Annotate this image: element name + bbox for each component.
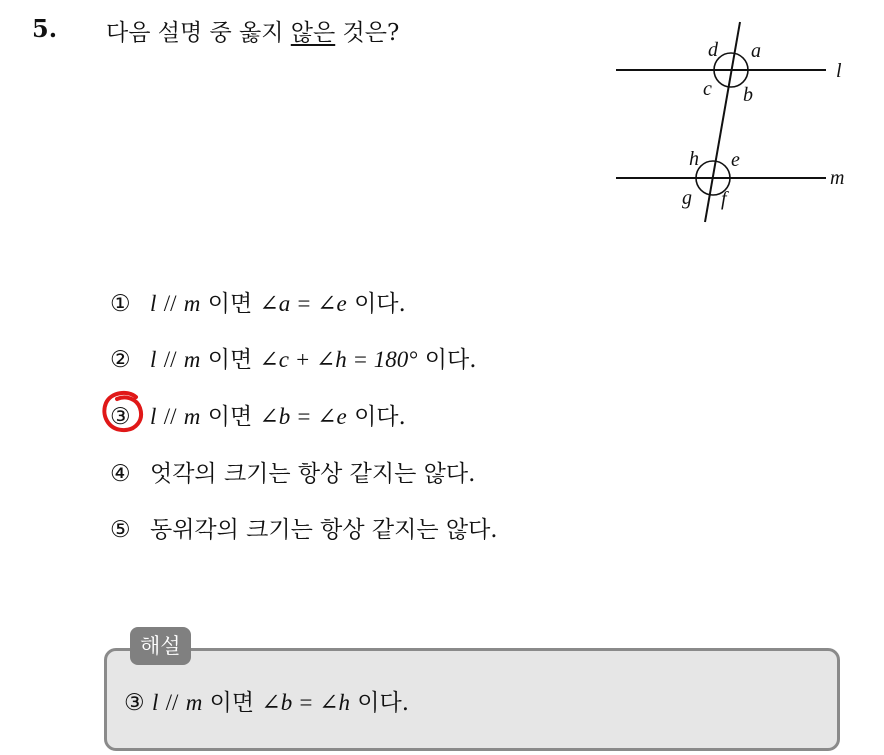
solution-text <box>124 684 409 717</box>
solution-parallel: // <box>165 690 179 715</box>
option-4-text: 엇각의 크기는 항상 같지는 않다. <box>150 461 476 487</box>
question-text-pre: 다음 설명 중 옳지 <box>106 20 291 46</box>
solution-ending: 이다. <box>350 690 410 716</box>
option-2-parallel: // <box>163 347 177 372</box>
answer-circle-mark <box>100 387 152 439</box>
option-1-expression: ∠a = ∠e <box>259 291 347 316</box>
label-line-l: l <box>836 60 842 82</box>
question-text-post: 것은? <box>335 20 400 46</box>
option-4-number: ④ <box>110 461 131 487</box>
option-3-condition: 이면 <box>200 404 260 430</box>
label-line-m: m <box>830 167 845 189</box>
option-2-condition: 이면 <box>200 347 260 373</box>
option-1-number: ① <box>110 291 131 317</box>
label-h: h <box>689 148 699 170</box>
solution-tag: 해설 <box>130 627 191 665</box>
option-1-parallel: // <box>163 291 177 316</box>
question-text-underlined: 않은 <box>290 20 336 46</box>
option-3-line-l: l <box>150 404 157 429</box>
option-2-line-l: l <box>150 347 157 372</box>
option-4[interactable] <box>110 455 475 488</box>
option-2-expression: ∠c + ∠h = 180° <box>259 347 418 372</box>
option-2-number: ② <box>110 347 131 373</box>
question-number: 5. <box>32 14 58 43</box>
option-3-line-m: m <box>183 404 201 429</box>
label-e: e <box>731 149 740 171</box>
option-5-text: 동위각의 크기는 항상 같지는 않다. <box>150 517 498 543</box>
label-g: g <box>682 187 692 209</box>
option-5[interactable] <box>110 511 498 544</box>
label-b: b <box>743 84 753 106</box>
option-2-ending: 이다. <box>417 347 477 373</box>
option-2-line-m: m <box>183 347 201 372</box>
option-2[interactable] <box>110 341 477 374</box>
option-5-number: ⑤ <box>110 517 131 543</box>
solution-number: ③ <box>124 690 145 716</box>
solution-line-l: l <box>151 690 159 715</box>
option-1-condition: 이면 <box>200 291 260 317</box>
option-3-number: ③ <box>110 404 131 430</box>
option-1-line-l: l <box>150 291 157 316</box>
option-3-parallel: // <box>163 404 177 429</box>
label-a: a <box>751 40 761 62</box>
label-c: c <box>703 78 712 100</box>
option-1[interactable] <box>110 285 406 318</box>
option-1-ending: 이다. <box>346 291 406 317</box>
solution-condition: 이면 <box>202 690 262 716</box>
parallel-lines-figure <box>600 14 860 229</box>
label-d: d <box>708 39 718 61</box>
option-1-line-m: m <box>183 291 201 316</box>
solution-expression: ∠b = ∠h <box>261 690 350 715</box>
option-3[interactable] <box>110 398 406 431</box>
question-text <box>106 14 399 47</box>
option-3-expression: ∠b = ∠e <box>259 404 347 429</box>
label-f: f <box>721 188 727 210</box>
solution-line-m: m <box>185 690 203 715</box>
option-3-ending: 이다. <box>346 404 406 430</box>
